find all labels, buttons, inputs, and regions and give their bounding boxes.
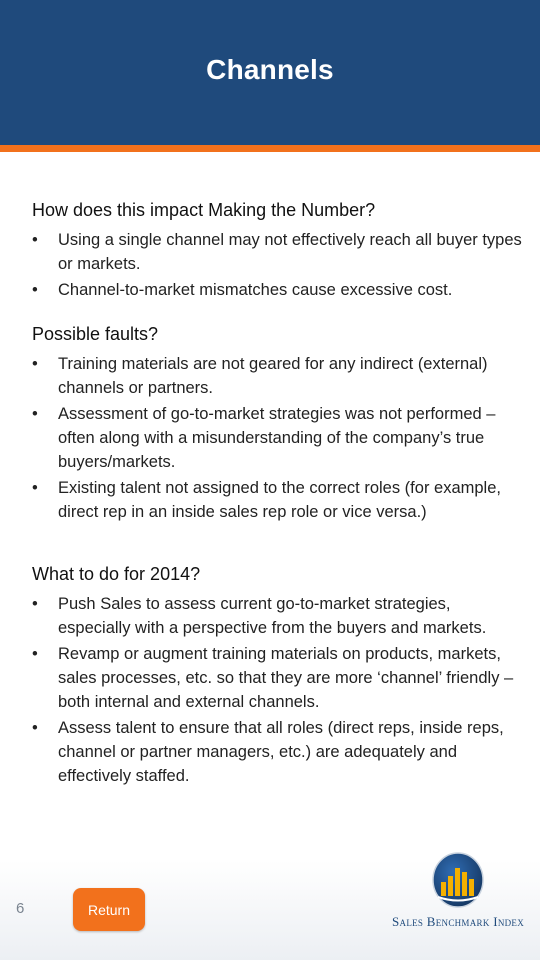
bullet-text: Assess talent to ensure that all roles (direct reps, inside reps, channel or partner managers, etc.) are adequately and effectively staffed. bbox=[58, 719, 504, 785]
header-banner bbox=[0, 0, 540, 145]
logo-text: Sales Benchmark Index bbox=[391, 914, 525, 929]
main-content bbox=[32, 196, 522, 806]
section-impact bbox=[32, 196, 522, 302]
list-item bbox=[32, 642, 522, 714]
spacer bbox=[32, 542, 522, 560]
bullet-icon: • bbox=[32, 719, 38, 737]
bullet-icon: • bbox=[32, 281, 38, 299]
list-item bbox=[32, 402, 522, 474]
company-logo bbox=[388, 852, 528, 936]
page-title: Channels bbox=[206, 53, 334, 85]
bullet-text: Using a single channel may not effectively reach all buyer types or markets. bbox=[58, 231, 522, 273]
bullet-text: Revamp or augment training materials on products, markets, sales processes, etc. so that they are more ‘channel’ friendly – both internal and external channels. bbox=[58, 645, 514, 711]
list-item bbox=[32, 592, 522, 640]
list-item bbox=[32, 228, 522, 276]
bullet-text: Push Sales to assess current go-to-market strategies, especially with a perspective from the buyers and markets. bbox=[58, 595, 487, 637]
logo-emblem-icon bbox=[432, 852, 484, 908]
bullet-icon: • bbox=[32, 405, 38, 423]
section-heading: What to do for 2014? bbox=[32, 564, 201, 584]
bullet-icon: • bbox=[32, 479, 38, 497]
bullet-list bbox=[32, 352, 522, 524]
bullet-list bbox=[32, 592, 522, 788]
bullet-icon: • bbox=[32, 595, 38, 613]
section-heading: Possible faults? bbox=[32, 324, 159, 344]
bullet-text: Existing talent not assigned to the correct roles (for example, direct rep in an inside sales rep role or vice versa.) bbox=[58, 479, 501, 521]
section-heading: How does this impact Making the Number? bbox=[32, 200, 376, 220]
section-actions-2014 bbox=[32, 560, 522, 788]
bullet-text: Training materials are not geared for any indirect (external) channels or partners. bbox=[58, 355, 488, 397]
bullet-list bbox=[32, 228, 522, 302]
list-item bbox=[32, 476, 522, 524]
list-item bbox=[32, 352, 522, 400]
bullet-icon: • bbox=[32, 645, 38, 663]
list-item bbox=[32, 716, 522, 788]
bullet-text: Channel-to-market mismatches cause excessive cost. bbox=[58, 281, 453, 299]
bullet-icon: • bbox=[32, 231, 38, 249]
bullet-icon: • bbox=[32, 355, 38, 373]
page-number: 6 bbox=[16, 900, 25, 917]
header-accent-stripe bbox=[0, 145, 540, 152]
list-item bbox=[32, 278, 522, 302]
return-button[interactable]: Return bbox=[73, 888, 145, 931]
bullet-text: Assessment of go-to-market strategies was not performed – often along with a misunderstanding of the company’s true buyers/markets. bbox=[58, 405, 496, 471]
section-faults bbox=[32, 320, 522, 524]
